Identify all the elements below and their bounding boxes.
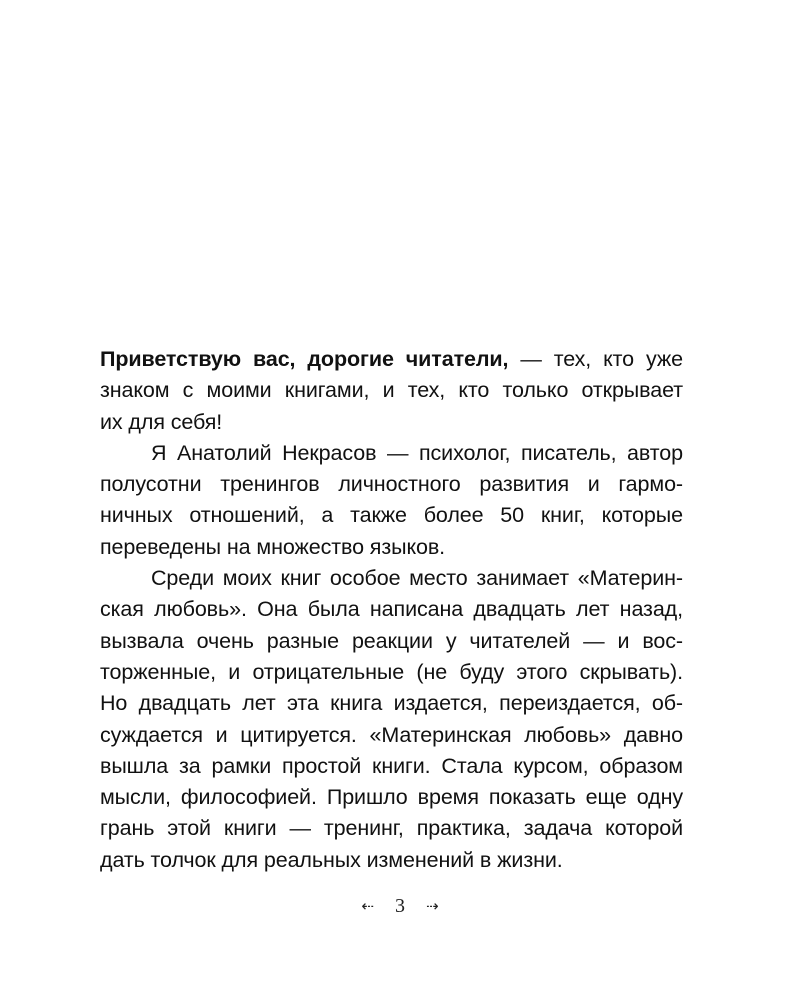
text-line: суждается и цитируется. «Материнская любовь» давно: [100, 722, 683, 747]
page-body: [100, 344, 683, 876]
text-line: Среди моих книг особое место занимает «Материн-: [151, 566, 683, 591]
text-line: дать толчок для реальных изменений в жизни.: [100, 847, 563, 872]
text-line: знаком с моими книгами, и тех, кто только открывает: [100, 378, 683, 403]
text-line: вызвала очень разные реакции у читателей — и вос-: [100, 628, 683, 653]
greeting-rest: — тех, кто уже: [508, 347, 684, 371]
text-line: ская любовь». Она была написана двадцать лет назад,: [100, 597, 683, 622]
paragraph-author: [100, 438, 683, 563]
page-number: 3: [395, 895, 405, 917]
left-arrow-icon: ⇠: [361, 897, 374, 915]
text-line: [100, 344, 683, 375]
text-line: вышла за рамки простой книги. Стала курсом, образом: [100, 753, 683, 778]
text-line: мысли, философией. Пришло время показать еще одну: [100, 785, 683, 810]
paragraph-book: [100, 563, 683, 876]
text-line: грань этой книги — тренинг, практика, задача которой: [100, 816, 683, 841]
text-line: их для себя!: [100, 409, 223, 434]
greeting-bold: Приветствую вас, дорогие читатели,: [100, 347, 509, 371]
text-line: ничных отношений, а также более 50 книг, которые: [100, 503, 683, 528]
paragraph-greeting: [100, 344, 683, 438]
page-footer: [0, 892, 800, 920]
right-arrow-icon: ⇢: [426, 897, 439, 915]
text-line: переведены на множество языков.: [100, 534, 446, 559]
text-line: Но двадцать лет эта книга издается, переиздается, об-: [100, 691, 683, 716]
text-line: торженные, и отрицательные (не буду этого скрывать).: [100, 659, 683, 684]
text-line: полусотни тренингов личностного развития и гармо-: [100, 472, 683, 497]
text-line: Я Анатолий Некрасов — психолог, писатель, автор: [151, 440, 683, 465]
